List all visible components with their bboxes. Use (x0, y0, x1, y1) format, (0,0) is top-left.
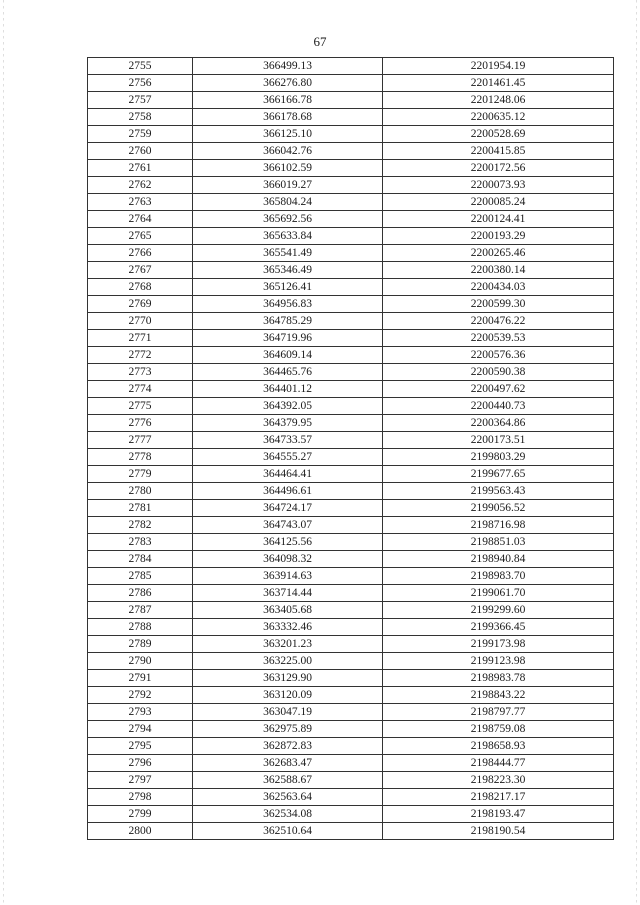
x-coordinate-cell: 362534.08 (193, 806, 383, 823)
point-number-cell: 2800 (88, 823, 193, 840)
coordinate-table (87, 57, 614, 840)
table-row (88, 789, 614, 806)
y-coordinate-cell: 2200415.85 (383, 143, 614, 160)
x-coordinate-cell: 366042.76 (193, 143, 383, 160)
scan-margin-right (636, 0, 637, 905)
y-coordinate-cell: 2200172.56 (383, 160, 614, 177)
table-row (88, 432, 614, 449)
y-coordinate-cell: 2200440.73 (383, 398, 614, 415)
x-coordinate-cell: 362510.64 (193, 823, 383, 840)
x-coordinate-cell: 364098.32 (193, 551, 383, 568)
y-coordinate-cell: 2200124.41 (383, 211, 614, 228)
point-number-cell: 2782 (88, 517, 193, 534)
x-coordinate-cell: 365692.56 (193, 211, 383, 228)
x-coordinate-cell: 364724.17 (193, 500, 383, 517)
table-row (88, 398, 614, 415)
y-coordinate-cell: 2199056.52 (383, 500, 614, 517)
x-coordinate-cell: 364496.61 (193, 483, 383, 500)
y-coordinate-cell: 2199677.65 (383, 466, 614, 483)
y-coordinate-cell: 2200476.22 (383, 313, 614, 330)
x-coordinate-cell: 365633.84 (193, 228, 383, 245)
point-number-cell: 2772 (88, 347, 193, 364)
table-row (88, 670, 614, 687)
y-coordinate-cell: 2198983.78 (383, 670, 614, 687)
table-row (88, 704, 614, 721)
table-row (88, 177, 614, 194)
x-coordinate-cell: 363332.46 (193, 619, 383, 636)
x-coordinate-cell: 364719.96 (193, 330, 383, 347)
point-number-cell: 2770 (88, 313, 193, 330)
x-coordinate-cell: 362563.64 (193, 789, 383, 806)
y-coordinate-cell: 2200380.14 (383, 262, 614, 279)
point-number-cell: 2796 (88, 755, 193, 772)
table-row (88, 262, 614, 279)
point-number-cell: 2786 (88, 585, 193, 602)
point-number-cell: 2779 (88, 466, 193, 483)
point-number-cell: 2792 (88, 687, 193, 704)
y-coordinate-cell: 2198444.77 (383, 755, 614, 772)
y-coordinate-cell: 2198940.84 (383, 551, 614, 568)
x-coordinate-cell: 364401.12 (193, 381, 383, 398)
point-number-cell: 2774 (88, 381, 193, 398)
y-coordinate-cell: 2200590.38 (383, 364, 614, 381)
x-coordinate-cell: 366019.27 (193, 177, 383, 194)
y-coordinate-cell: 2200364.86 (383, 415, 614, 432)
point-number-cell: 2793 (88, 704, 193, 721)
y-coordinate-cell: 2198843.22 (383, 687, 614, 704)
table-row (88, 602, 614, 619)
x-coordinate-cell: 364785.29 (193, 313, 383, 330)
point-number-cell: 2787 (88, 602, 193, 619)
x-coordinate-cell: 365346.49 (193, 262, 383, 279)
table-row (88, 517, 614, 534)
y-coordinate-cell: 2201248.06 (383, 92, 614, 109)
point-number-cell: 2797 (88, 772, 193, 789)
x-coordinate-cell: 366125.10 (193, 126, 383, 143)
x-coordinate-cell: 365804.24 (193, 194, 383, 211)
x-coordinate-cell: 364743.07 (193, 517, 383, 534)
table-row (88, 279, 614, 296)
point-number-cell: 2771 (88, 330, 193, 347)
y-coordinate-cell: 2200085.24 (383, 194, 614, 211)
point-number-cell: 2756 (88, 75, 193, 92)
table-row (88, 619, 614, 636)
point-number-cell: 2791 (88, 670, 193, 687)
y-coordinate-cell: 2201954.19 (383, 58, 614, 75)
point-number-cell: 2777 (88, 432, 193, 449)
x-coordinate-cell: 362872.83 (193, 738, 383, 755)
x-coordinate-cell: 364609.14 (193, 347, 383, 364)
y-coordinate-cell: 2200193.29 (383, 228, 614, 245)
y-coordinate-cell: 2200599.30 (383, 296, 614, 313)
table-row (88, 313, 614, 330)
y-coordinate-cell: 2200434.03 (383, 279, 614, 296)
y-coordinate-cell: 2200539.53 (383, 330, 614, 347)
y-coordinate-cell: 2200528.69 (383, 126, 614, 143)
y-coordinate-cell: 2198797.77 (383, 704, 614, 721)
y-coordinate-cell: 2200576.36 (383, 347, 614, 364)
table-row (88, 415, 614, 432)
scan-margin-left (3, 0, 4, 905)
x-coordinate-cell: 363201.23 (193, 636, 383, 653)
y-coordinate-cell: 2198716.98 (383, 517, 614, 534)
point-number-cell: 2758 (88, 109, 193, 126)
table-row (88, 364, 614, 381)
table-row (88, 449, 614, 466)
x-coordinate-cell: 364392.05 (193, 398, 383, 415)
x-coordinate-cell: 363714.44 (193, 585, 383, 602)
x-coordinate-cell: 364465.76 (193, 364, 383, 381)
table-row (88, 653, 614, 670)
y-coordinate-cell: 2199366.45 (383, 619, 614, 636)
x-coordinate-cell: 362588.67 (193, 772, 383, 789)
point-number-cell: 2767 (88, 262, 193, 279)
y-coordinate-cell: 2200265.46 (383, 245, 614, 262)
point-number-cell: 2761 (88, 160, 193, 177)
table-row (88, 483, 614, 500)
table-row (88, 721, 614, 738)
y-coordinate-cell: 2198658.93 (383, 738, 614, 755)
point-number-cell: 2768 (88, 279, 193, 296)
point-number-cell: 2760 (88, 143, 193, 160)
point-number-cell: 2788 (88, 619, 193, 636)
table-row (88, 143, 614, 160)
y-coordinate-cell: 2199299.60 (383, 602, 614, 619)
x-coordinate-cell: 363120.09 (193, 687, 383, 704)
y-coordinate-cell: 2198223.30 (383, 772, 614, 789)
y-coordinate-cell: 2200635.12 (383, 109, 614, 126)
y-coordinate-cell: 2198193.47 (383, 806, 614, 823)
point-number-cell: 2769 (88, 296, 193, 313)
x-coordinate-cell: 366178.68 (193, 109, 383, 126)
point-number-cell: 2764 (88, 211, 193, 228)
point-number-cell: 2790 (88, 653, 193, 670)
y-coordinate-cell: 2199061.70 (383, 585, 614, 602)
page-number: 67 (313, 34, 327, 49)
y-coordinate-cell: 2200173.51 (383, 432, 614, 449)
x-coordinate-cell: 365126.41 (193, 279, 383, 296)
table-row (88, 551, 614, 568)
point-number-cell: 2785 (88, 568, 193, 585)
point-number-cell: 2773 (88, 364, 193, 381)
point-number-cell: 2776 (88, 415, 193, 432)
x-coordinate-cell: 366166.78 (193, 92, 383, 109)
table-row (88, 466, 614, 483)
table-row (88, 500, 614, 517)
point-number-cell: 2798 (88, 789, 193, 806)
y-coordinate-cell: 2198983.70 (383, 568, 614, 585)
x-coordinate-cell: 366102.59 (193, 160, 383, 177)
y-coordinate-cell: 2199123.98 (383, 653, 614, 670)
y-coordinate-cell: 2201461.45 (383, 75, 614, 92)
table-row (88, 330, 614, 347)
x-coordinate-cell: 366276.80 (193, 75, 383, 92)
x-coordinate-cell: 365541.49 (193, 245, 383, 262)
y-coordinate-cell: 2199173.98 (383, 636, 614, 653)
coordinate-table-body (88, 58, 614, 840)
y-coordinate-cell: 2198190.54 (383, 823, 614, 840)
table-row (88, 228, 614, 245)
table-row (88, 347, 614, 364)
point-number-cell: 2799 (88, 806, 193, 823)
x-coordinate-cell: 362975.89 (193, 721, 383, 738)
point-number-cell: 2762 (88, 177, 193, 194)
table-row (88, 534, 614, 551)
y-coordinate-cell: 2200497.62 (383, 381, 614, 398)
x-coordinate-cell: 366499.13 (193, 58, 383, 75)
table-row (88, 738, 614, 755)
table-row (88, 109, 614, 126)
y-coordinate-cell: 2198851.03 (383, 534, 614, 551)
point-number-cell: 2766 (88, 245, 193, 262)
table-row (88, 92, 614, 109)
x-coordinate-cell: 362683.47 (193, 755, 383, 772)
x-coordinate-cell: 363225.00 (193, 653, 383, 670)
x-coordinate-cell: 364733.57 (193, 432, 383, 449)
point-number-cell: 2794 (88, 721, 193, 738)
table-row (88, 636, 614, 653)
y-coordinate-cell: 2199803.29 (383, 449, 614, 466)
table-row (88, 211, 614, 228)
x-coordinate-cell: 364125.56 (193, 534, 383, 551)
table-row (88, 194, 614, 211)
y-coordinate-cell: 2200073.93 (383, 177, 614, 194)
x-coordinate-cell: 363405.68 (193, 602, 383, 619)
point-number-cell: 2759 (88, 126, 193, 143)
point-number-cell: 2778 (88, 449, 193, 466)
table-row (88, 687, 614, 704)
x-coordinate-cell: 364956.83 (193, 296, 383, 313)
table-row (88, 245, 614, 262)
table-row (88, 58, 614, 75)
table-row (88, 75, 614, 92)
y-coordinate-cell: 2198759.08 (383, 721, 614, 738)
point-number-cell: 2784 (88, 551, 193, 568)
point-number-cell: 2783 (88, 534, 193, 551)
x-coordinate-cell: 364464.41 (193, 466, 383, 483)
y-coordinate-cell: 2198217.17 (383, 789, 614, 806)
point-number-cell: 2755 (88, 58, 193, 75)
table-row (88, 126, 614, 143)
x-coordinate-cell: 363047.19 (193, 704, 383, 721)
table-row (88, 296, 614, 313)
point-number-cell: 2765 (88, 228, 193, 245)
table-row (88, 823, 614, 840)
point-number-cell: 2781 (88, 500, 193, 517)
point-number-cell: 2757 (88, 92, 193, 109)
table-row (88, 381, 614, 398)
point-number-cell: 2789 (88, 636, 193, 653)
table-row (88, 772, 614, 789)
point-number-cell: 2795 (88, 738, 193, 755)
x-coordinate-cell: 364379.95 (193, 415, 383, 432)
table-row (88, 806, 614, 823)
x-coordinate-cell: 364555.27 (193, 449, 383, 466)
table-row (88, 568, 614, 585)
point-number-cell: 2780 (88, 483, 193, 500)
x-coordinate-cell: 363914.63 (193, 568, 383, 585)
point-number-cell: 2775 (88, 398, 193, 415)
point-number-cell: 2763 (88, 194, 193, 211)
table-row (88, 755, 614, 772)
table-row (88, 160, 614, 177)
table-row (88, 585, 614, 602)
y-coordinate-cell: 2199563.43 (383, 483, 614, 500)
x-coordinate-cell: 363129.90 (193, 670, 383, 687)
